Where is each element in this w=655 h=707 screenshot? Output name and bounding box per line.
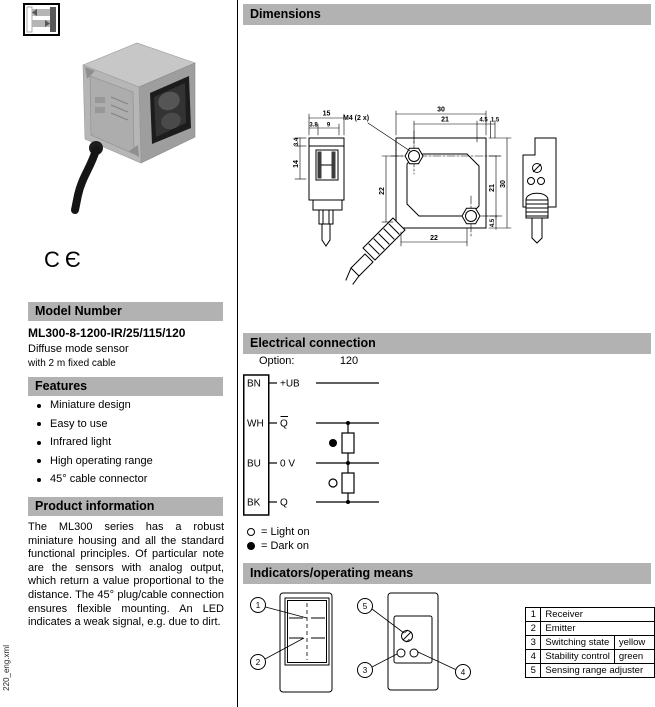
indicators-table [525, 607, 655, 678]
column-divider [237, 0, 238, 707]
table-row: 5 Sensing range adjuster [526, 664, 655, 678]
light-on-icon [247, 528, 255, 536]
indicators-header: Indicators/operating means [243, 563, 651, 584]
option-value: 120 [339, 355, 359, 367]
feature-item: Miniature design [28, 399, 224, 411]
signal-label: Q [280, 497, 288, 509]
dim-label: 21 [489, 184, 496, 192]
dim-label: 15 [322, 110, 331, 118]
dim-label: 14 [293, 160, 300, 168]
wire-label: BU [247, 458, 261, 470]
dim-label: 4.5 [479, 117, 488, 124]
wire-label: WH [247, 418, 264, 430]
legend-light-on [247, 526, 310, 538]
table-row: 2 Emitter [526, 622, 655, 636]
option-label: Option: [259, 355, 295, 367]
signal-label: +UB [280, 378, 300, 390]
callout-4: 4 [460, 668, 466, 677]
legend-text: = Dark on [261, 540, 309, 552]
callout-3: 3 [362, 666, 368, 675]
callout-5: 5 [362, 602, 368, 611]
feature-item: High operating range [28, 455, 224, 467]
dim-label: 22 [430, 235, 438, 242]
indicators-drawing [247, 590, 482, 705]
dimensions-header: Dimensions [243, 4, 651, 25]
diffuse-sensor-pictogram-icon [23, 3, 60, 36]
dim-label: 21 [441, 116, 449, 124]
light-on-symbol [329, 479, 337, 487]
model-sub-description: with 2 m fixed cable [28, 358, 116, 369]
product-photo [65, 35, 205, 215]
feature-item: Easy to use [28, 418, 224, 430]
callout-2: 2 [255, 658, 261, 667]
model-description: Diffuse mode sensor [28, 343, 129, 355]
wire-label: BN [247, 378, 261, 390]
features-header: Features [28, 377, 223, 396]
table-row: 4 Stability control green [526, 650, 655, 664]
legend-dark-on [247, 540, 309, 552]
dim-label: 1.5 [490, 117, 500, 124]
feature-item: 45° cable connector [28, 473, 224, 485]
model-number-header: Model Number [28, 302, 223, 321]
dim-label: 9 [326, 122, 331, 129]
dim-label: M4 (2 x) [343, 115, 370, 122]
callout-1: 1 [255, 601, 261, 610]
dim-label: 3.8 [309, 122, 318, 129]
dim-label: 22 [379, 187, 386, 195]
dim-label: 4.5 [490, 218, 496, 228]
ce-mark: CЄ [44, 247, 86, 272]
model-number: ML300-8-1200-IR/25/115/120 [28, 326, 186, 340]
table-row: 3 Switching state yellow [526, 636, 655, 650]
product-information-header: Product information [28, 497, 223, 516]
features-list [28, 399, 224, 492]
legend-text: = Light on [261, 526, 310, 538]
product-information-text: The ML300 series has a robust miniature housing and all the standard functional principles. Of particular note are the sensors with analog output, which return a value proportional to the distance. The 45° plug/cable connection ensures flexible mounting. An LED indicates a weak signal, e.g. due to dirt. [28, 521, 224, 629]
wiring-diagram [243, 358, 443, 523]
dark-on-symbol [329, 439, 337, 447]
signal-label: 0 V [280, 458, 296, 470]
signal-label-inverted: Q [280, 418, 288, 430]
feature-item: Infrared light [28, 436, 224, 448]
table-row: 1 Receiver [526, 608, 655, 622]
electrical-connection-header: Electrical connection [243, 333, 651, 354]
dark-on-icon [247, 542, 255, 550]
wire-label: BK [247, 497, 261, 509]
dim-label: 30 [500, 180, 507, 188]
document-code: 220_eng.xml [2, 645, 11, 691]
dimensions-drawing [243, 30, 651, 325]
dim-label: 30 [437, 106, 445, 114]
dim-label: 3.4 [294, 137, 300, 147]
